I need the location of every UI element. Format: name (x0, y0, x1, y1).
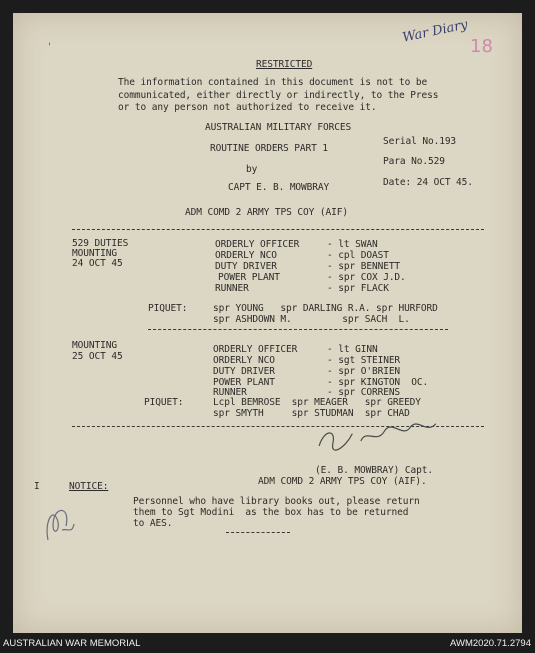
signature-unit: ADM COMD 2 ARMY TPS COY (AIF). (258, 476, 427, 487)
duty-role: RUNNER (213, 387, 247, 398)
duty-name: - spr O'BRIEN (327, 366, 401, 377)
duty-role: POWER PLANT (218, 272, 280, 283)
orders-title: ROUTINE ORDERS PART 1 (210, 143, 329, 154)
war-diary-annotation: War Diary (401, 17, 470, 46)
order-date: Date: 24 OCT 45. (383, 177, 473, 188)
duty-role: DUTY DRIVER (213, 366, 275, 377)
duty-name: - spr CORRENS (327, 387, 401, 398)
duties2-heading-2: 25 OCT 45 (72, 351, 123, 362)
initials-scribble (40, 500, 80, 545)
officer-name: CAPT E. B. MOWBRAY (228, 182, 330, 193)
notice-line-3: or to any person not authorized to receive it. (118, 102, 377, 113)
duty-name: - spr KINGTON OC. (327, 377, 429, 388)
notice-line-1: The information contained in this document is not to be (118, 77, 428, 88)
classification-heading: RESTRICTED (256, 59, 313, 70)
divider (72, 229, 484, 230)
duty-role: ORDERLY OFFICER (213, 344, 298, 355)
serial-number: Serial No.193 (383, 136, 457, 147)
piquet-line-2: spr SMYTH spr STUDMAN spr CHAD (213, 408, 410, 419)
duty-name: - spr FLACK (327, 283, 389, 294)
force-name: AUSTRALIAN MILITARY FORCES (205, 122, 352, 133)
duty-name: - spr COX J.D. (327, 272, 406, 283)
signature-name: (E. B. MOWBRAY) Capt. (315, 465, 434, 476)
footer-right: AWM2020.71.2794 (450, 638, 531, 649)
punch-mark: ' (48, 42, 51, 53)
piquet-line-2: spr ASHDOWN M. spr SACH L. (213, 314, 410, 325)
notice-text-3: to AES. (133, 518, 173, 529)
duty-role: ORDERLY NCO (213, 355, 275, 366)
margin-mark: I (34, 481, 40, 492)
unit-name: ADM COMD 2 ARMY TPS COY (AIF) (185, 207, 348, 218)
duty-name: - spr BENNETT (327, 261, 401, 272)
duty-name: - lt SWAN (327, 239, 378, 250)
notice-text-1: Personnel who have library books out, please return (133, 496, 420, 507)
notice-text-2: them to Sgt Modini as the box has to be returned (133, 507, 409, 518)
notice-line-2: communicated, either directly or indirectly, to the Press (118, 90, 439, 101)
divider (226, 532, 290, 533)
piquet-label: PIQUET: (144, 397, 184, 408)
notice-label: NOTICE: (69, 481, 109, 492)
piquet-label: PIQUET: (148, 303, 188, 314)
piquet-line-1: spr YOUNG spr DARLING R.A. spr HURFORD (213, 303, 438, 314)
duty-name: - sgt STEINER (327, 355, 401, 366)
duty-role: ORDERLY NCO (215, 250, 277, 261)
duties1-heading-1: 529 DUTIES (72, 238, 129, 249)
duty-role: POWER PLANT (213, 377, 275, 388)
divider (148, 329, 448, 330)
page-number-annotation: 18 (470, 36, 493, 57)
duties2-heading-1: MOUNTING (72, 340, 117, 351)
duties1-heading-3: 24 OCT 45 (72, 258, 123, 269)
orders-by: by (246, 164, 258, 175)
duty-name: - lt GINN (327, 344, 378, 355)
duty-role: ORDERLY OFFICER (215, 239, 300, 250)
footer-left: AUSTRALIAN WAR MEMORIAL (3, 638, 141, 649)
para-number: Para No.529 (383, 156, 445, 167)
duties1-heading-2: MOUNTING (72, 248, 117, 259)
piquet-line-1: Lcpl BEMROSE spr MEAGER spr GREEDY (213, 397, 421, 408)
duty-name: - cpl DOAST (327, 250, 389, 261)
duty-role: RUNNER (215, 283, 249, 294)
duty-role: DUTY DRIVER (215, 261, 277, 272)
